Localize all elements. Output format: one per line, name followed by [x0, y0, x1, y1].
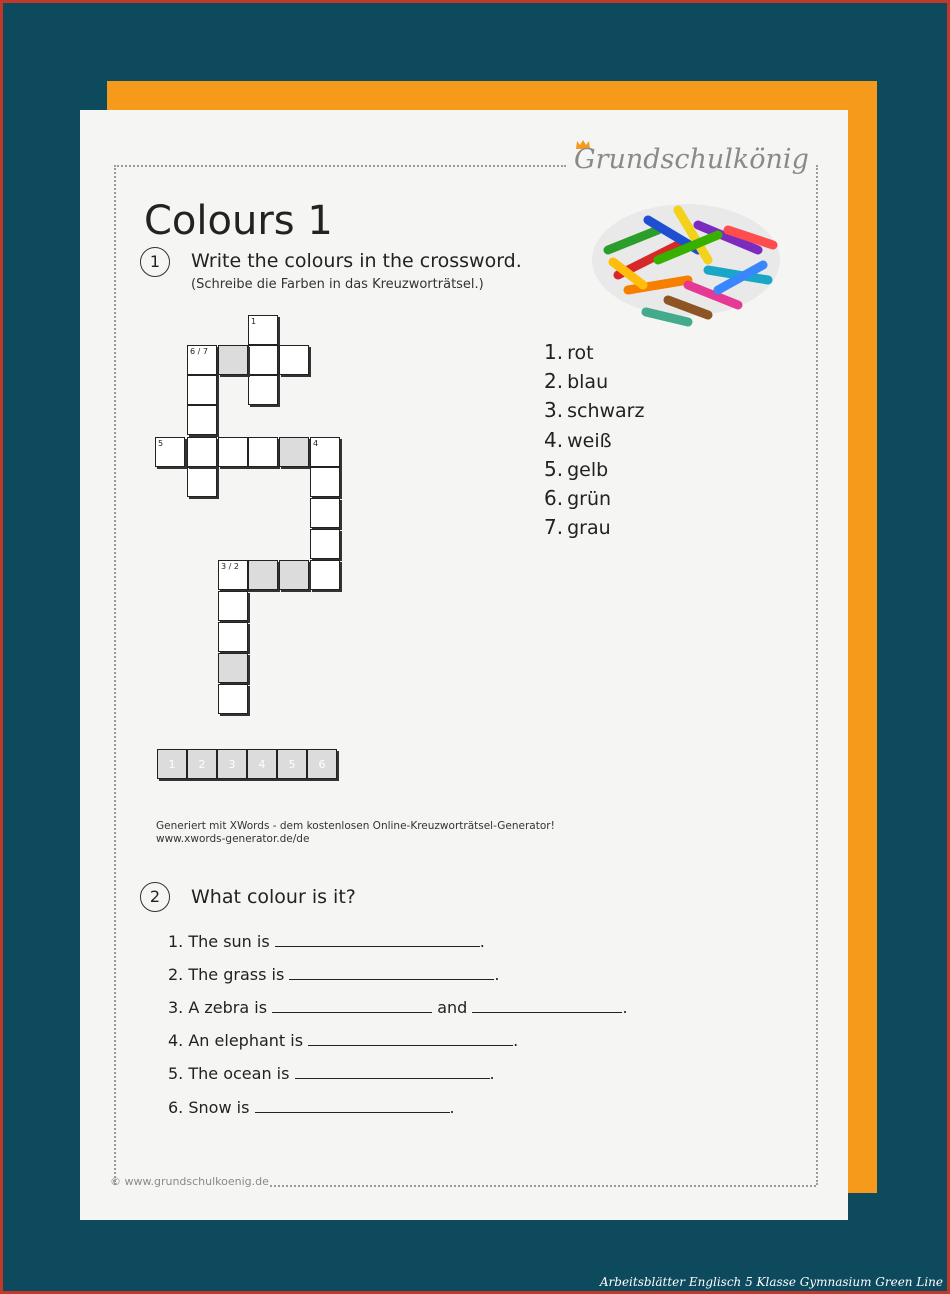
answer-blank[interactable] [272, 998, 432, 1013]
crossword-cell[interactable] [187, 405, 217, 435]
list-item: 2. blau [544, 369, 609, 394]
solution-cell[interactable]: 3 [217, 749, 247, 779]
answer-blank[interactable] [472, 998, 622, 1013]
list-item: 7. grau [544, 515, 611, 540]
crossword-cell[interactable] [155, 437, 185, 467]
brand-logo: Grundschulkönig [574, 144, 809, 175]
task2-number: 2 [140, 882, 170, 912]
answer-blank[interactable] [255, 1098, 450, 1113]
colour-word-list [544, 340, 644, 544]
solution-row [155, 747, 345, 781]
crossword-cell[interactable] [248, 315, 278, 345]
image-caption: Arbeitsblätter Englisch 5 Klasse Gymnasium Green Line [599, 1275, 943, 1289]
answer-blank[interactable] [289, 965, 494, 980]
crossword-cell[interactable] [218, 345, 248, 375]
footer-copyright: © www.grundschulkoenig.de [110, 1175, 269, 1188]
crossword-cell[interactable] [310, 498, 340, 528]
dotted-top-line [114, 165, 566, 167]
solution-cell[interactable]: 2 [187, 749, 217, 779]
crossword-cell[interactable] [279, 560, 309, 590]
question-item: 2. The grass is . [168, 965, 500, 984]
crossword-cell[interactable] [187, 345, 217, 375]
generator-text: Generiert mit XWords - dem kostenlosen Online-Kreuzworträtsel-Generator! [156, 820, 555, 832]
crossword-cell[interactable] [218, 560, 248, 590]
list-item: 5. gelb [544, 456, 609, 481]
crossword-grid [155, 315, 345, 725]
dotted-bottom-line [270, 1185, 816, 1187]
crossword-cell[interactable] [310, 560, 340, 590]
task1-subtext: (Schreibe die Farben in das Kreuzworträtsel.) [191, 277, 484, 292]
worksheet-page [80, 110, 848, 1220]
answer-blank[interactable] [275, 932, 480, 947]
crossword-cell[interactable] [310, 529, 340, 559]
crossword-cell[interactable] [218, 591, 248, 621]
list-item: 6. grün [544, 485, 612, 510]
colored-pencils-image [588, 190, 784, 330]
list-item: 1. rot [544, 340, 594, 364]
crossword-cell[interactable] [310, 467, 340, 497]
crossword-cell[interactable] [218, 684, 248, 714]
clue-number: 1 [251, 317, 257, 326]
list-item: 3. schwarz [544, 398, 645, 423]
crossword-cell[interactable] [279, 437, 309, 467]
crossword-cell[interactable] [187, 437, 217, 467]
question-item: 4. An elephant is . [168, 1031, 519, 1050]
question-item: 1. The sun is . [168, 932, 485, 951]
crossword-cell[interactable] [218, 437, 248, 467]
question-item: 6. Snow is . [168, 1098, 455, 1117]
generator-link[interactable]: www.xwords-generator.de/de [156, 833, 310, 845]
task1-instruction: Write the colours in the crossword. [191, 250, 522, 272]
task1-number: 1 [140, 247, 170, 277]
crossword-cell[interactable] [310, 437, 340, 467]
generator-note [156, 820, 555, 846]
clue-number: 4 [313, 439, 319, 448]
solution-cell[interactable]: 4 [247, 749, 277, 779]
clue-number: 3 / 2 [221, 562, 239, 571]
solution-cell[interactable]: 5 [277, 749, 307, 779]
question-item: 3. A zebra is and . [168, 998, 628, 1017]
solution-cell[interactable]: 1 [157, 749, 187, 779]
crossword-cell[interactable] [187, 375, 217, 405]
crossword-cell[interactable] [248, 375, 278, 405]
answer-blank[interactable] [295, 1064, 490, 1079]
crossword-cell[interactable] [218, 622, 248, 652]
list-item: 4. weiß [544, 427, 612, 452]
crossword-cell[interactable] [187, 467, 217, 497]
clue-number: 6 / 7 [190, 347, 208, 356]
question-item: 5. The ocean is . [168, 1064, 495, 1083]
task2-instruction: What colour is it? [191, 886, 356, 908]
crossword-cell[interactable] [248, 560, 278, 590]
crossword-cell[interactable] [218, 653, 248, 683]
crossword-cell[interactable] [248, 437, 278, 467]
page-title: Colours 1 [144, 198, 333, 244]
crossword-cell[interactable] [248, 345, 278, 375]
clue-number: 5 [158, 439, 164, 448]
answer-blank[interactable] [308, 1031, 513, 1046]
solution-cell[interactable]: 6 [307, 749, 337, 779]
crossword-cell[interactable] [279, 345, 309, 375]
